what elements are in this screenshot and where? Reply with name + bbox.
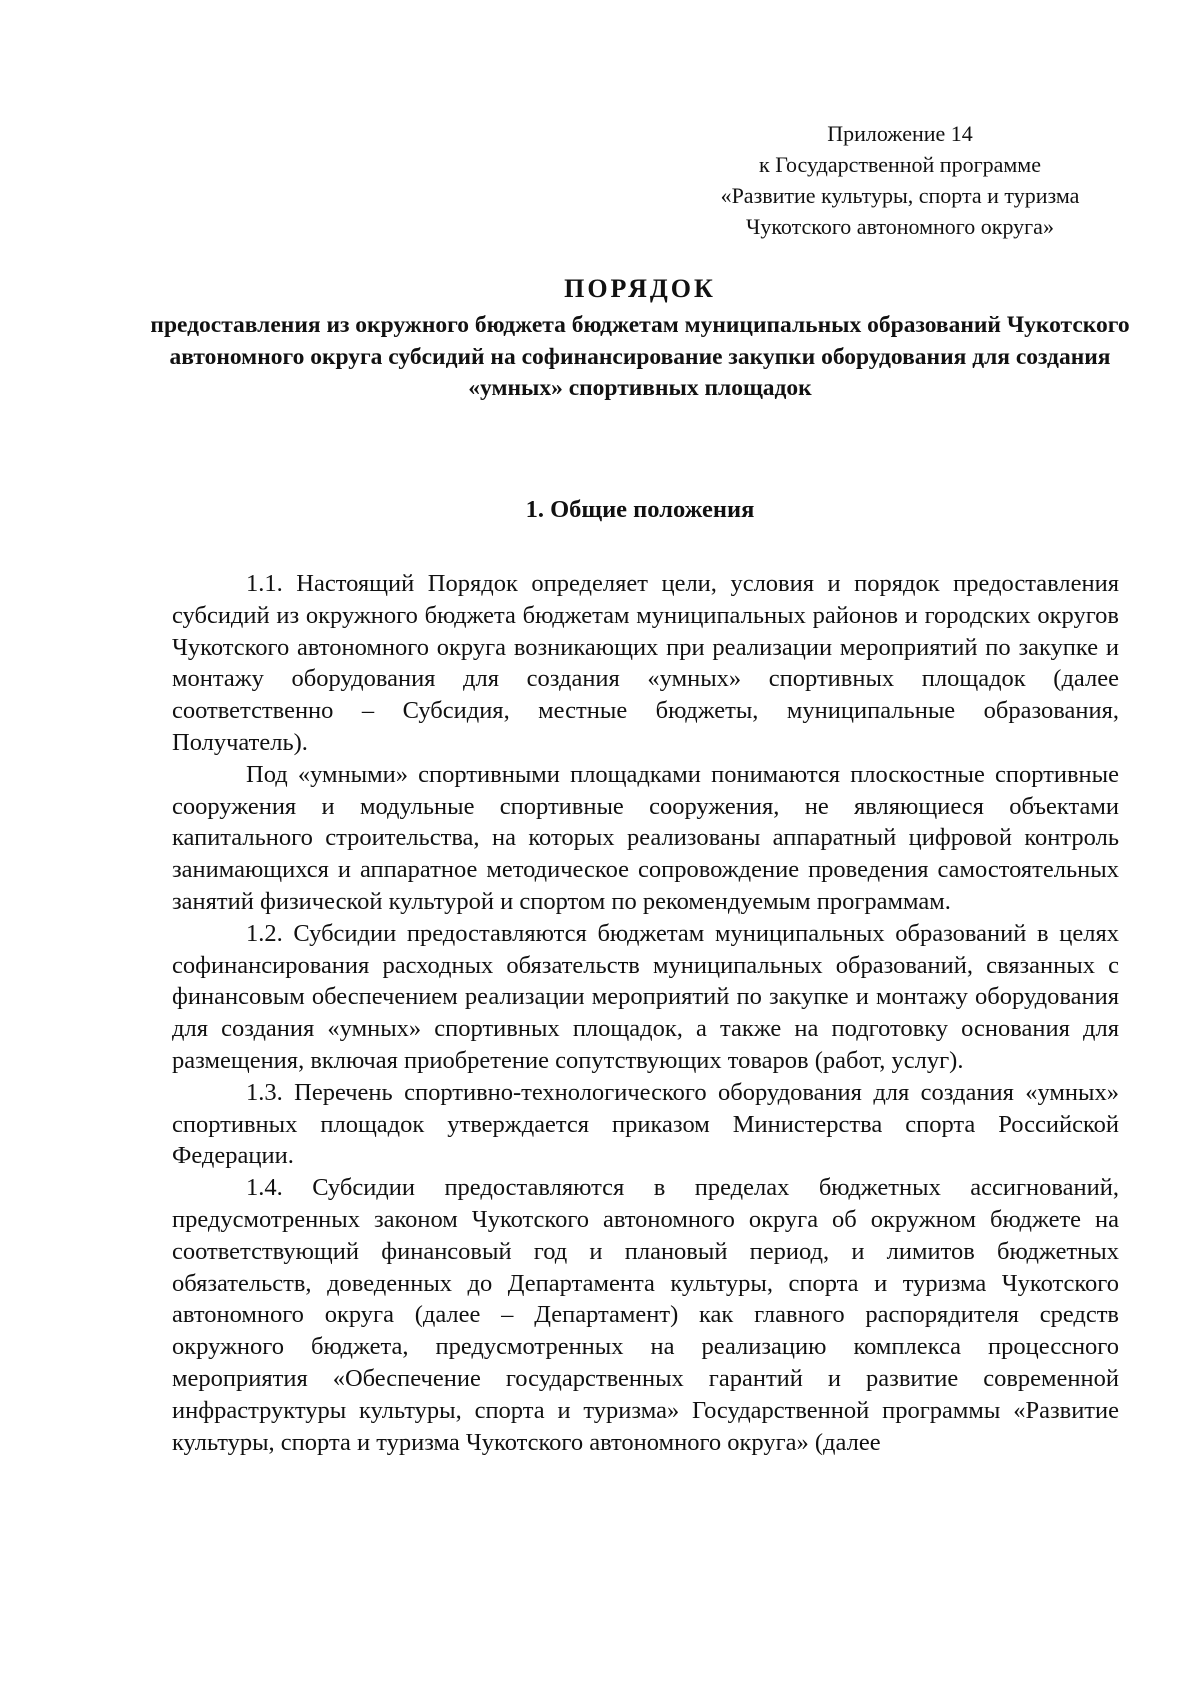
appendix-line-3: «Развитие культуры, спорта и туризма — [720, 183, 1080, 208]
title-block — [150, 272, 1130, 405]
body-text — [172, 568, 1119, 1458]
paragraph-1-4: 1.4. Субсидии предоставляются в пределах бюджетных ассигнований, предусмотренных законом Чукотского автономного округа об окружном бюджете на соответствующий финансовый год и плановый период, и лимитов бюджетных обязательств, доведенных до Департамента культуры, спорта и туризма Чукотского автономного округа (далее – Департамент) как главного распорядителя средств окружного бюджета, предусмотренных на реализацию комплекса процессного мероприятия «Обеспечение государственных гарантий и развитие современной инфраструктуры культуры, спорта и туризма» Государственной программы «Развитие культуры, спорта и туризма Чукотского автономного округа» (далее — [172, 1174, 1119, 1456]
paragraph-1-1: 1.1. Настоящий Порядок определяет цели, условия и порядок предоставления субсидий из окружного бюджета бюджетам муниципальных районов и городских округов Чукотского автономного округа возникающих при реализации мероприятий по закупке и монтажу оборудования для создания «умных» спортивных площадок (далее соответственно – Субсидия, местные бюджеты, муниципальные образования, Получатель). — [172, 570, 1119, 756]
paragraph-1-3: 1.3. Перечень спортивно-технологического оборудования для создания «умных» спортивных площадок утверждается приказом Министерства спорта Российской Федерации. — [172, 1078, 1119, 1170]
document-title: ПОРЯДОК — [564, 274, 716, 303]
appendix-line-2: к Государственной программе — [759, 152, 1041, 177]
paragraph-smart-grounds-definition: Под «умными» спортивными площадками понимаются плоскостные спортивные сооружения и модульные спортивные сооружения, не являющиеся объектами капитального строительства, на которых реализованы аппаратный цифровой контроль занимающихся и аппаратное методическое сопровождение проведения самостоятельных занятий физической культурой и спортом по рекомендуемым программам. — [172, 760, 1119, 915]
paragraph-1-2: 1.2. Субсидии предоставляются бюджетам муниципальных образований в целях софинансирования расходных обязательств муниципальных образований, связанных с финансовым обеспечением реализации мероприятий по закупке и монтажу оборудования для создания «умных» спортивных площадок, а также на подготовку основания для размещения, включая приобретение сопутствующих товаров (работ, услуг). — [172, 919, 1119, 1074]
document-subtitle: предоставления из окружного бюджета бюджетам муниципальных образований Чукотского автономного округа субсидий на софинансирование закупки оборудования для создания «умных» спортивных площадок — [150, 312, 1130, 401]
appendix-line-4: Чукотского автономного округа» — [746, 214, 1054, 239]
section-heading: 1. Общие положения — [525, 496, 755, 523]
appendix-line-1: Приложение 14 — [827, 121, 973, 146]
appendix-reference — [660, 118, 1140, 242]
